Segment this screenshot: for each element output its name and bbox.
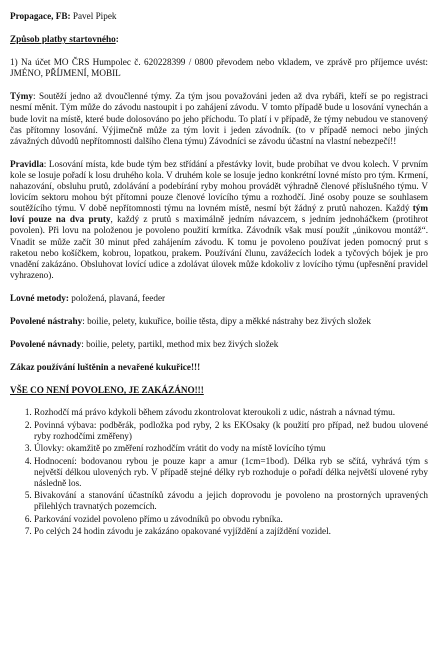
- metody-value: položená, plavaná, feeder: [68, 292, 166, 303]
- propagace-label: Propagace, FB:: [10, 11, 71, 21]
- navnady-value: : boilie, pelety, partikl, method mix bez živých složek: [81, 339, 279, 350]
- nastrahy-line: [10, 316, 428, 327]
- navnady-label: Povolené návnady: [10, 339, 82, 350]
- tymy-text: : Soutěží jedno až dvoučlenné týmy. Za tým jsou považováni jeden až dva rybáři, kteří se po registraci nesmí měnit. Tým může do závodu nastoupit i po zahájení závodu. V tomto případě bude u losování vynechán a bude lovit na místě, které bude dolosováno po jeho příchodu. To platí i v případě, že týmy nebudou ve stanovený čas přítomny losování. Výjimečně může za tým lovit i jeden závodník. (to v případě nemoci nebo jiných závažných důvodů nepřítomnosti dalšího člena týmu) Závodníci se závodu účastní na vlastní nebezpečí!!: [10, 91, 428, 146]
- zakaz-line: [10, 362, 428, 373]
- list-item: 4. Hodnocení: bodovanou rybou je pouze kapr a amur (1cm=1bod). Délka ryb se sčítá, vyhrává tým s největší délkou ulovených ryb. V případě stejné délky ryb rozhoduje o pořadí délka největší ulovené ryby následně los.: [34, 456, 428, 489]
- platba-text: 1) Na účet MO ČRS Humpolec č. 620228399 / 0800 převodem nebo vkladem, ve zprávě pro příjemce uvést: JMÉNO, PŘÍJMENÍ, MOBIL: [10, 57, 428, 79]
- pravidla-bold-text: tým loví pouze na dva pruty: [10, 203, 428, 225]
- list-item: 6. Parkování vozidel povoleno přímo u závodníků po obvodu rybníka.: [34, 514, 428, 525]
- pravidla-paragraph: [10, 159, 428, 281]
- platba-heading-text: Způsob platby startovného: [10, 34, 116, 45]
- pravidla-text-1: : Losování místa, kde bude tým bez střídání a přestávky lovit, bude probíhat ve dvou kolech. V prvním kole se losuje pořadí k losu druhého kola. V druhém kole se losuje jedno konkrétní lovné místo pro tým. Krmení, nahazování, obsluhu prutů, zdolávání a podebírání ryby mohou provádět výhradně členové příslušného týmu. V lovicím sektoru mohou být přítomni pouze členové lovícího týmu a rozhodčí. Jiné osoby pouze se souhlasem soutěžícího týmu. V době nepřítomnosti týmu na lovném místě, nesmí být žádný z prutů nahozen. Každý: [10, 158, 428, 214]
- propagace-value: Pavel Pipek: [70, 11, 117, 21]
- document-page: [10, 0, 428, 538]
- list-item: 3. Úlovky: okamžitě po změření rozhodčím vrátit do vody na místě lovícího týmu: [34, 443, 428, 454]
- nastrahy-value: : boilie, pelety, kukuřice, boilie těsta, dipy a měkké nástrahy bez živých složek: [82, 315, 371, 326]
- nastrahy-label: Povolené nástrahy: [10, 315, 83, 326]
- zakazano-heading-text: VŠE CO NENÍ POVOLENO, JE ZAKÁZÁNO!!!: [10, 385, 204, 396]
- tymy-label: Týmy: [10, 91, 33, 102]
- list-item: 5. Bivakování a stanování účastníků závodu a jejich doprovodu je povoleno na prostorných upravených přilehlých travnatých pozemcích.: [34, 490, 428, 512]
- zakazano-list: [10, 407, 428, 537]
- propagace-line: [10, 11, 428, 22]
- tymy-paragraph: [10, 91, 428, 146]
- metody-label: Lovné metody:: [10, 292, 69, 303]
- list-item: 2. Povinná výbava: podběrák, podložka pod ryby, 2 ks EKOsaky (k použití pro případ, než budou ulovené ryby rozhodčími změřeny): [34, 420, 428, 442]
- navnady-line: [10, 339, 428, 350]
- list-item: 7. Po celých 24 hodin závodu je zakázáno opakované vyjíždění a zajíždění vozidel.: [34, 526, 428, 537]
- zakaz-text: Zákaz používání luštěnin a nevařené kukuřice!!!: [10, 362, 201, 373]
- zakazano-heading: [10, 385, 428, 396]
- platba-heading-suffix: :: [115, 34, 119, 45]
- metody-line: [10, 293, 428, 304]
- platba-heading: [10, 34, 428, 45]
- pravidla-text-2: , každý z prutů s maximálně jedním návazcem, s jedním jednoháčkem (protihrot povolen). Při lovu na položenou je povoleno použití krmítka. Závodník však musí použít „únikovou montáž“. Vnadit se může začít 30 minut před zahájením závodu. K tomu je povoleno používat jeden pomocný prut s raketou nebo košíčkem, kobrou, lopatkou, prakem. Používání člunu, zavážecích lodek a tyčových bójek je pro vnadění zakázáno. Obsluhovat lovící udice a zdolávat úlovek může kdokoliv z lovícího týmu (upřesnění pravidel vyhrazeno).: [10, 214, 428, 280]
- pravidla-label: Pravidla: [10, 158, 44, 169]
- list-item: 1. Rozhodčí má právo kdykoli během závodu zkontrolovat kteroukoli z udic, nástrah a návnad týmu.: [34, 407, 428, 418]
